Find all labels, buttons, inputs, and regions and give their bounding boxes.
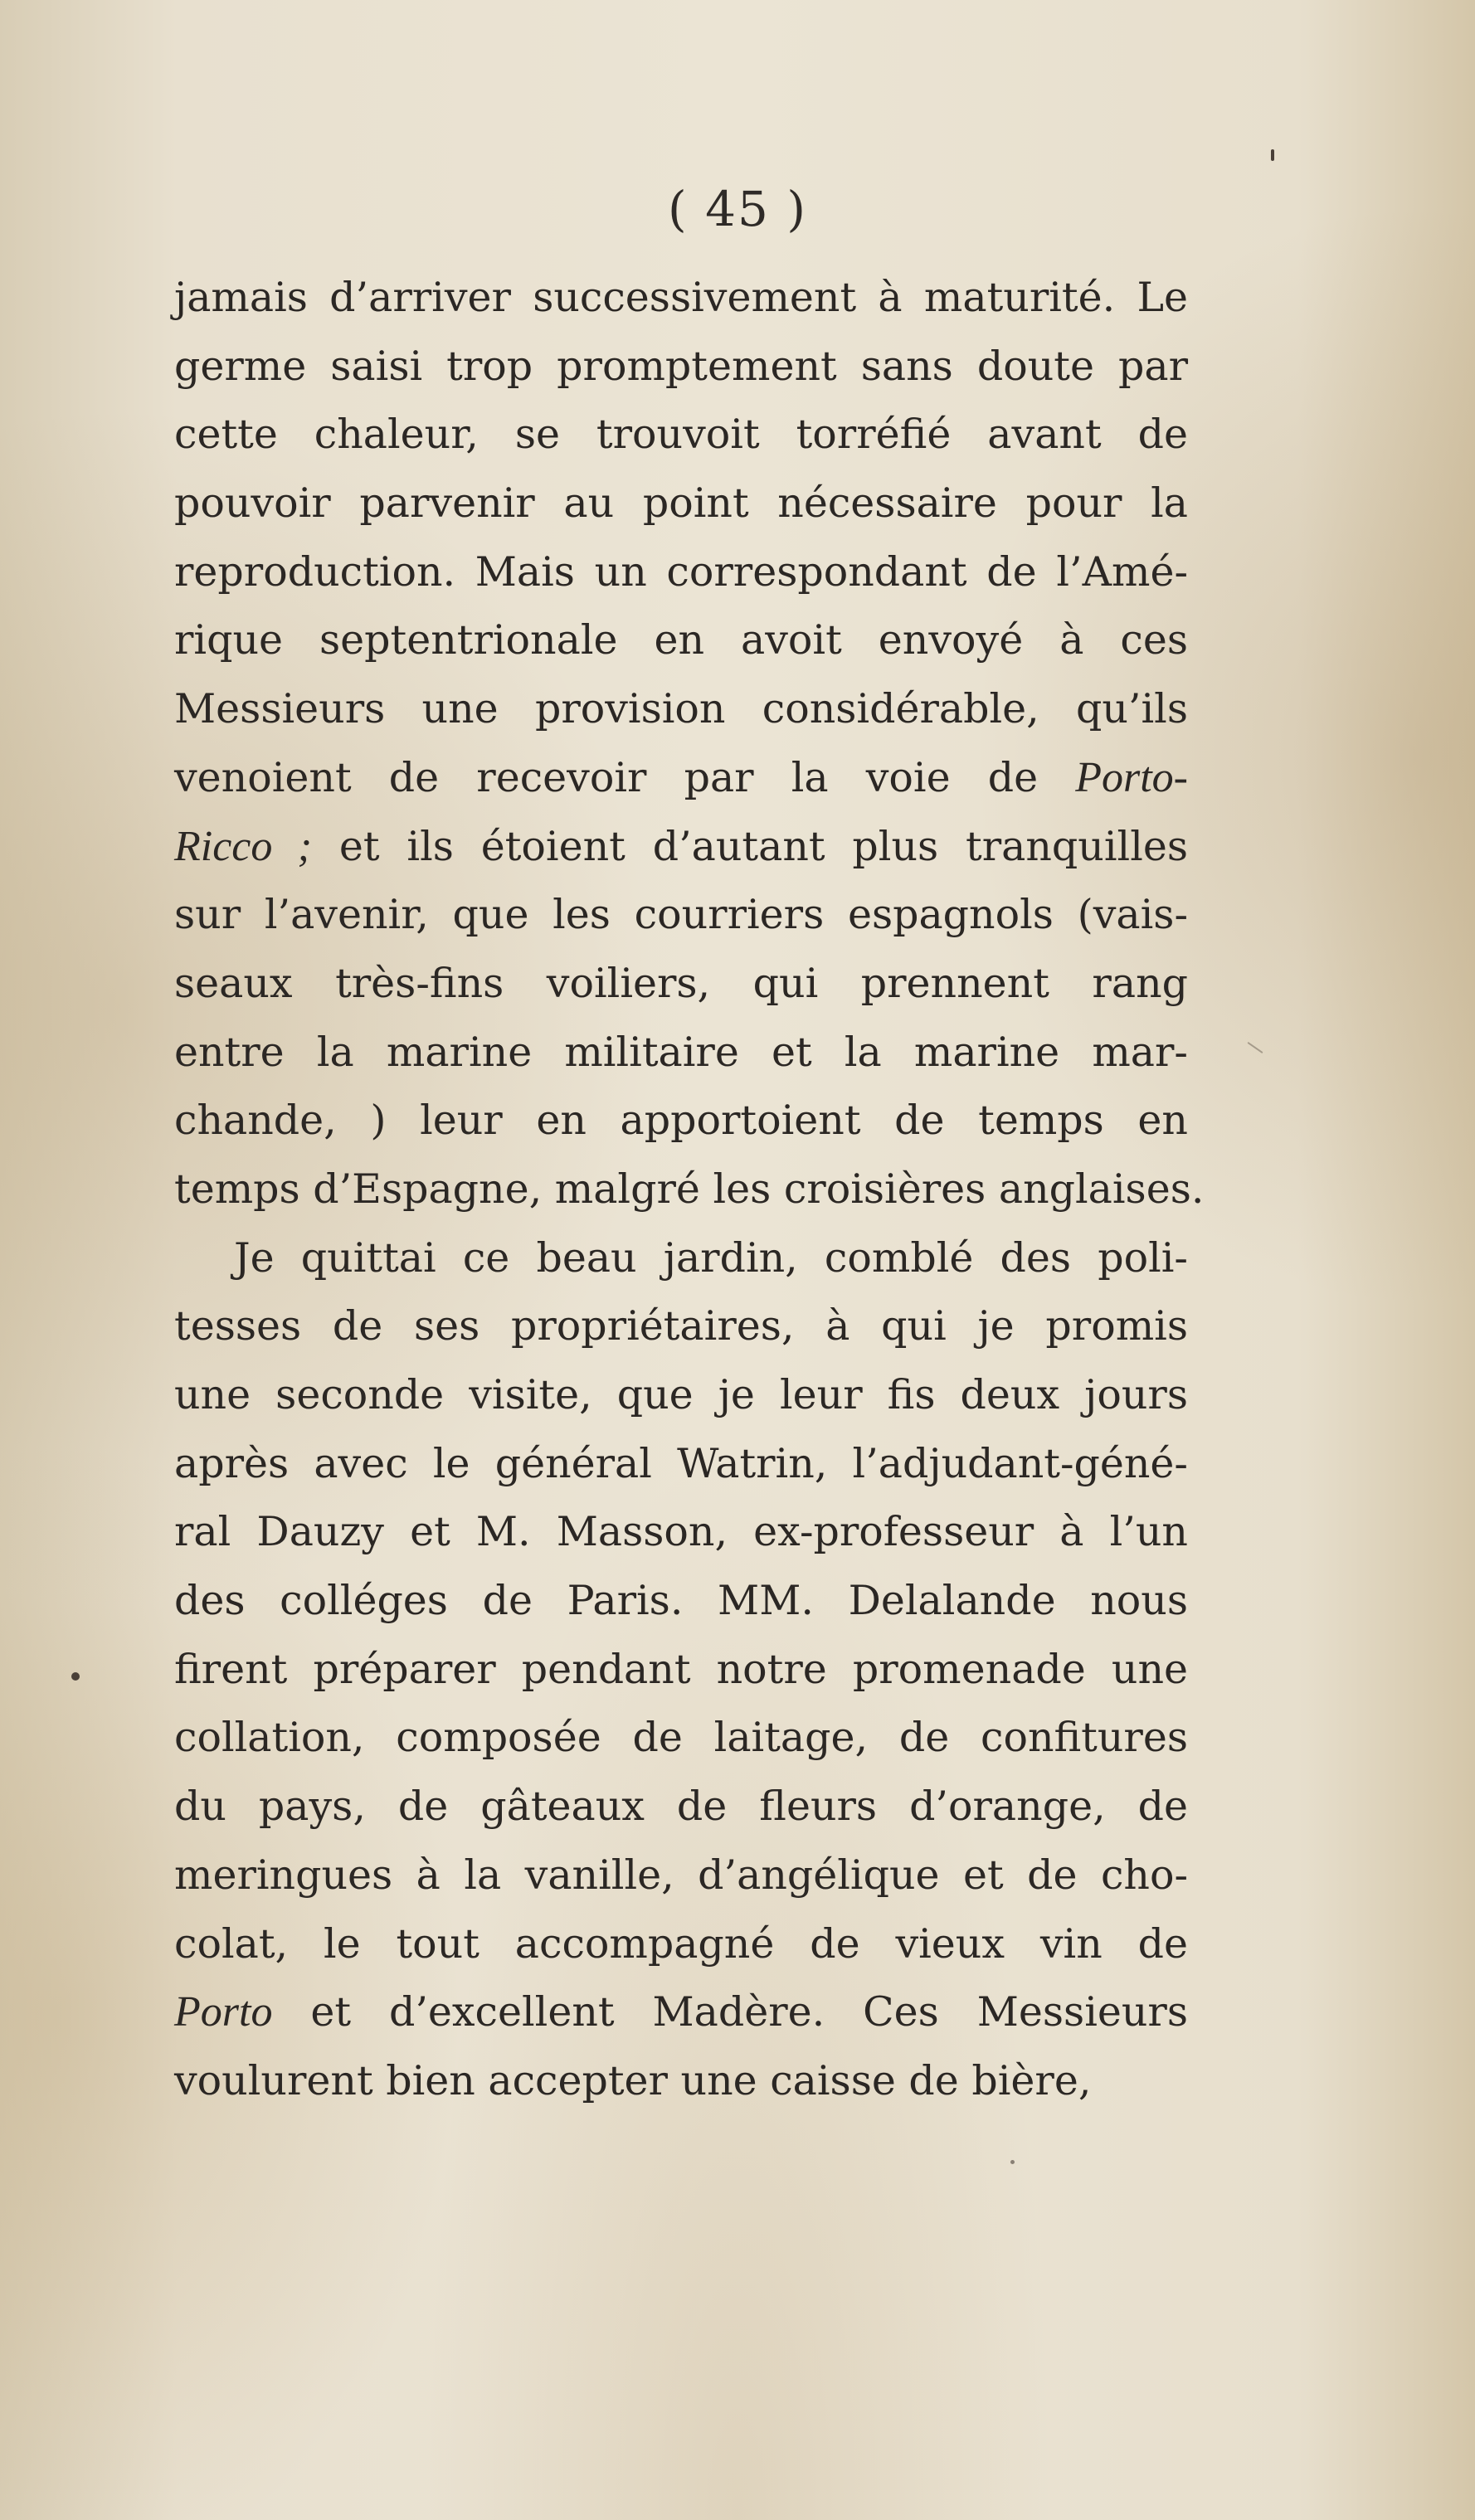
text-run: et ils étoient d’autant plus tranquilles: [311, 822, 1189, 870]
text-line: [174, 1636, 1188, 1705]
text-line: [174, 1361, 1188, 1430]
text-run: ral Dauzy et M. Masson, ex-professeur à l’un: [174, 1508, 1188, 1556]
text-line: [174, 469, 1188, 538]
text-run: rique septentrionale en avoit envoyé à ces: [174, 616, 1188, 664]
text-line: [174, 1773, 1188, 1841]
text-line: [174, 1019, 1188, 1087]
text-line: [174, 606, 1188, 675]
text-run: temps d’Espagne, malgré les croisières anglaises.: [174, 1165, 1205, 1213]
text-run: chande, ) leur en apportoient de temps en: [174, 1097, 1188, 1145]
text-run: des colléges de Paris. MM. Delalande nous: [174, 1577, 1188, 1625]
italic-text: Ricco ;: [174, 822, 312, 870]
paper-speck: [1247, 1042, 1263, 1053]
text-run: seaux très-fins voiliers, qui prennent rang: [174, 959, 1188, 1007]
text-run: reproduction. Mais un correspondant de l’Amé-: [174, 547, 1188, 596]
text-run: germe saisi trop promptement sans doute par: [174, 342, 1188, 390]
text-run: tesses de ses propriétaires, à qui je promis: [174, 1302, 1188, 1350]
text-line: [174, 1430, 1188, 1499]
text-line: [174, 1498, 1188, 1567]
text-line: [174, 1910, 1188, 1979]
page-number: ( 45 ): [668, 181, 807, 237]
text-line: [174, 675, 1188, 744]
text-run: firent préparer pendant notre promenade une: [174, 1645, 1188, 1693]
text-line: [174, 1841, 1188, 1910]
text-line: [174, 264, 1188, 333]
italic-text: Porto: [174, 1988, 273, 2036]
text-line: [174, 1224, 1188, 1293]
text-line: [174, 813, 1188, 882]
text-line: [174, 1292, 1188, 1361]
text-line: [174, 950, 1188, 1019]
text-run: sur l’avenir, que les courriers espagnols (vais-: [174, 891, 1188, 939]
text-run: pouvoir parvenir au point nécessaire pour la: [174, 479, 1188, 528]
text-run: Messieurs une provision considérable, qu’ils: [174, 685, 1188, 733]
text-line: [174, 1704, 1188, 1773]
text-line: [174, 1978, 1188, 2047]
text-line: [174, 333, 1188, 401]
text-line: [174, 1155, 1205, 1224]
text-run: et d’excellent Madère. Ces Messieurs: [272, 1988, 1188, 2036]
text-run: une seconde visite, que je leur fis deux jours: [174, 1371, 1188, 1418]
text-run: cette chaleur, se trouvoit torréfié avant de: [174, 411, 1188, 459]
text-line: [174, 881, 1188, 950]
text-run: du pays, de gâteaux de fleurs d’orange, de: [174, 1783, 1188, 1831]
italic-text: Porto-: [1075, 753, 1188, 801]
text-line: [174, 2047, 1188, 2116]
text-run: venoient de recevoir par la voie de: [174, 753, 1076, 801]
text-run: colat, le tout accompagné de vieux vin de: [174, 1919, 1188, 1968]
text-run: voulurent bien accepter une caisse de bière,: [174, 2056, 1092, 2104]
text-run: jamais d’arriver successivement à maturité. Le: [174, 274, 1188, 321]
text-run: collation, composée de laitage, de confitures: [174, 1714, 1188, 1762]
paper-speck: [1010, 2160, 1015, 2164]
text-line: [174, 538, 1188, 607]
text-line: [174, 1567, 1188, 1636]
text-run: entre la marine militaire et la marine mar-: [174, 1028, 1188, 1076]
paper-speck: [1271, 149, 1274, 161]
paper-speck: [71, 1672, 80, 1681]
text-run: meringues à la vanille, d’angélique et de cho-: [174, 1851, 1188, 1899]
text-line: [174, 1087, 1188, 1155]
body-text: [174, 264, 1205, 2116]
text-run: Je quittai ce beau jardin, comblé des poli-: [234, 1233, 1188, 1282]
text-run: après avec le général Watrin, l’adjudant-géné-: [174, 1439, 1188, 1487]
text-line: [174, 744, 1188, 813]
text-line: [174, 401, 1188, 469]
